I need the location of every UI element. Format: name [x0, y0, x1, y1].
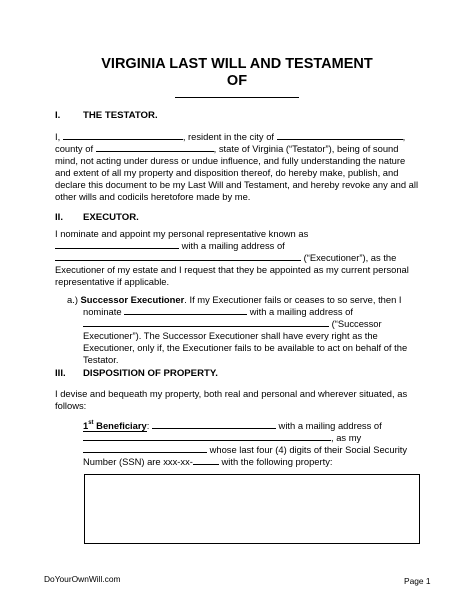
text-segment: Number (SSN) are xxx-xx-	[83, 456, 193, 467]
executor-line-1: I nominate and appoint my personal representative known as	[55, 228, 309, 239]
beneficiary-line-4	[83, 456, 333, 468]
testator-line-4: and extent of all my property and disposition thereof, do hereby make, publish, and	[55, 167, 399, 178]
footer-website: DoYourOwnWill.com	[44, 574, 121, 584]
executor-line-2	[55, 240, 285, 252]
text-segment: , resident in the city of	[182, 131, 277, 142]
successor-name-field[interactable]	[124, 314, 247, 315]
beneficiary-name-field[interactable]	[152, 428, 276, 429]
testator-line-5: declare this document to be my Last Will and Testament, and hereby revoke any and all	[55, 179, 419, 190]
text-segment: ,	[402, 131, 406, 142]
text-segment: with a mailing address of	[247, 306, 353, 317]
testator-line-3: mind, not acting under duress or undue influence, and fully understanding the nature	[55, 155, 406, 166]
beneficiary-ordinal: st	[88, 420, 94, 426]
successor-line-5: Executioner, only if, the Executioner fails to be available to act on behalf of the	[83, 342, 408, 353]
section-2-heading: EXECUTOR.	[83, 212, 139, 223]
executor-line-3	[55, 252, 396, 264]
testator-line-2	[55, 143, 398, 155]
text-segment: whose last four (4) digits of their Social Security	[207, 444, 408, 455]
text-segment: nominate	[83, 306, 125, 317]
text-segment: (“Executioner”), as the	[301, 252, 397, 263]
beneficiary-number: 1	[83, 420, 89, 431]
testator-line-6: other wills and codicils heretofore made by me.	[55, 191, 251, 202]
beneficiary-line-1	[83, 420, 382, 432]
document-title-of: OF	[226, 73, 248, 89]
executor-line-4: Executioner of my estate and I request that they be appointed as my current personal	[55, 264, 409, 275]
text-segment: , state of Virginia (“Testator”), being of sound	[213, 143, 399, 154]
section-3-heading: DISPOSITION OF PROPERTY.	[83, 368, 218, 379]
beneficiary-address-field[interactable]	[83, 440, 331, 441]
beneficiary-relationship-field[interactable]	[83, 452, 207, 453]
successor-line-1	[67, 294, 402, 306]
beneficiary-property-box[interactable]	[84, 474, 420, 544]
section-1-heading: THE TESTATOR.	[83, 110, 158, 121]
successor-heading: Successor Executioner	[80, 294, 185, 305]
section-3-number: III.	[55, 368, 66, 379]
text-segment: :	[146, 420, 152, 431]
executor-name-field[interactable]	[55, 248, 179, 249]
section-1-number: I.	[55, 110, 61, 121]
disposition-line-1: I devise and bequeath my property, both real and personal and wherever situated, as	[55, 388, 408, 399]
disposition-line-2: follows:	[55, 400, 87, 411]
text-segment: . If my Executioner fails or ceases to so serve, then I	[184, 294, 402, 305]
text-segment: with the following property:	[218, 456, 333, 467]
testator-name-blank[interactable]	[175, 97, 299, 98]
text-segment: I,	[55, 131, 63, 142]
section-2-number: II.	[55, 212, 63, 223]
successor-line-4: Executioner”). The Successor Executioner shall have every right as the	[83, 330, 378, 341]
executor-line-5: representative if applicable.	[55, 276, 170, 287]
city-field[interactable]	[277, 139, 403, 140]
successor-line-2	[83, 306, 353, 318]
footer-page-number: Page 1	[404, 576, 431, 586]
text-segment: a.)	[67, 294, 81, 305]
beneficiary-title: Beneficiary	[93, 420, 147, 431]
county-field[interactable]	[96, 151, 214, 152]
beneficiary-line-3	[83, 444, 407, 456]
text-segment: with a mailing address of	[275, 420, 382, 431]
beneficiary-line-2	[83, 432, 361, 444]
testator-name-field[interactable]	[63, 139, 183, 140]
text-segment: with a mailing address of	[179, 240, 285, 251]
beneficiary-heading	[83, 420, 147, 432]
successor-address-field[interactable]	[83, 326, 329, 327]
text-segment: , as my	[331, 432, 362, 443]
executor-address-field[interactable]	[55, 260, 301, 261]
text-segment: (“Successor	[329, 318, 382, 329]
ssn-last-four-field[interactable]	[193, 464, 219, 465]
testator-line-1	[55, 131, 405, 143]
text-segment: county of	[55, 143, 96, 154]
successor-line-6: Testator.	[83, 354, 119, 365]
successor-line-3	[83, 318, 382, 330]
document-title: VIRGINIA LAST WILL AND TESTAMENT	[101, 56, 373, 72]
